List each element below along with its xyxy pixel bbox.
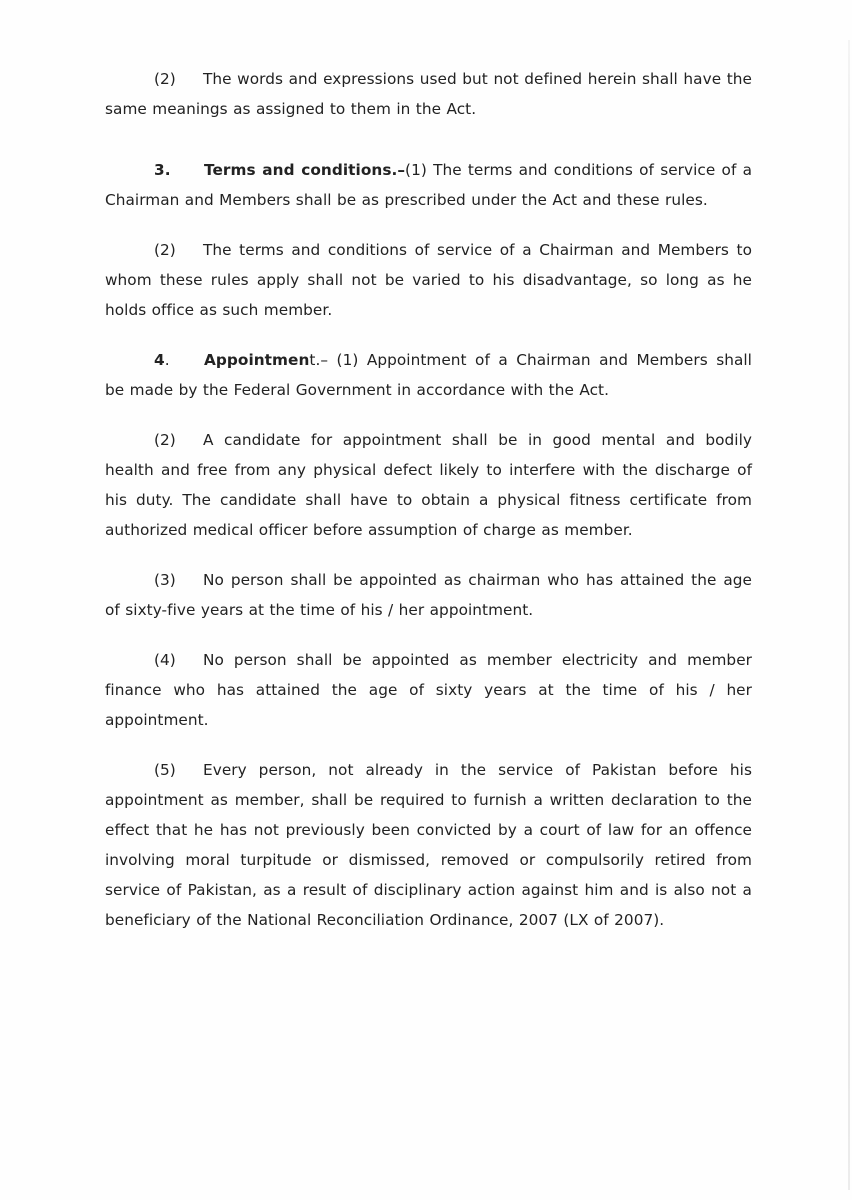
document-body: [105, 64, 752, 935]
clause-4-5: [105, 755, 752, 935]
section-number-digit: 4: [154, 351, 165, 369]
clause-number: (2): [154, 70, 176, 88]
section-number: [154, 345, 204, 375]
clause-number: (1): [336, 351, 359, 369]
scan-edge-shadow: [848, 40, 850, 1190]
clause-text: No person shall be appointed as chairman who has attained the age of sixty-five years at the time of his / her appointment.: [105, 571, 752, 619]
section-number-dot: .: [164, 351, 170, 369]
clause-text: Every person, not already in the service of Pakistan before his appointment as member, shall be required to furnish a written declaration to the effect that he has not previously been convicted by a court of law for an offence involving moral turpitude or dismissed, removed or compulsorily retired from service of Pakistan, as a result of disciplinary action against him and is also not a beneficiary of the National Reconciliation Ordinance, 2007 (LX of 2007).: [105, 761, 752, 929]
clause-2-2: [105, 64, 752, 124]
clause-text: The terms and conditions of service of a Chairman and Members to whom these rules apply shall not be varied to his disadvantage, so long as he holds office as such member.: [105, 241, 752, 319]
section-heading: Terms and conditions.: [204, 161, 398, 179]
clause-number: (1): [405, 161, 427, 179]
section-4: [105, 345, 752, 405]
clause-number: (3): [154, 571, 176, 589]
clause-text: No person shall be appointed as member electricity and member finance who has attained the age of sixty years at the time of his / her appointment.: [105, 651, 752, 729]
section-heading: Appointmen: [204, 351, 310, 369]
clause-4-4: [105, 645, 752, 735]
clause-text: Appointment of a Chairman and Members shall be made by the Federal Government in accordance with the Act.: [105, 351, 752, 399]
section-heading-tail: t.–: [309, 351, 329, 369]
clause-number: (2): [154, 431, 176, 449]
clause-number: (4): [154, 651, 176, 669]
clause-text: The terms and conditions of service of a Chairman and Members shall be as prescribed under the Act and these rules.: [105, 161, 752, 209]
heading-dash: –: [397, 161, 406, 179]
clause-text: The words and expressions used but not defined herein shall have the same meanings as assigned to them in the Act.: [105, 70, 752, 118]
clause-4-3: [105, 565, 752, 625]
clause-text: A candidate for appointment shall be in good mental and bodily health and free from any physical defect likely to interfere with the discharge of his duty. The candidate shall have to obtain a physical fitness certificate from authorized medical officer before assumption of charge as member.: [105, 431, 752, 539]
clause-number: (2): [154, 241, 176, 259]
section-3: [105, 155, 752, 215]
section-number: 3.: [154, 161, 171, 179]
clause-3-2: [105, 235, 752, 325]
clause-number: (5): [154, 761, 176, 779]
clause-4-2: [105, 425, 752, 545]
